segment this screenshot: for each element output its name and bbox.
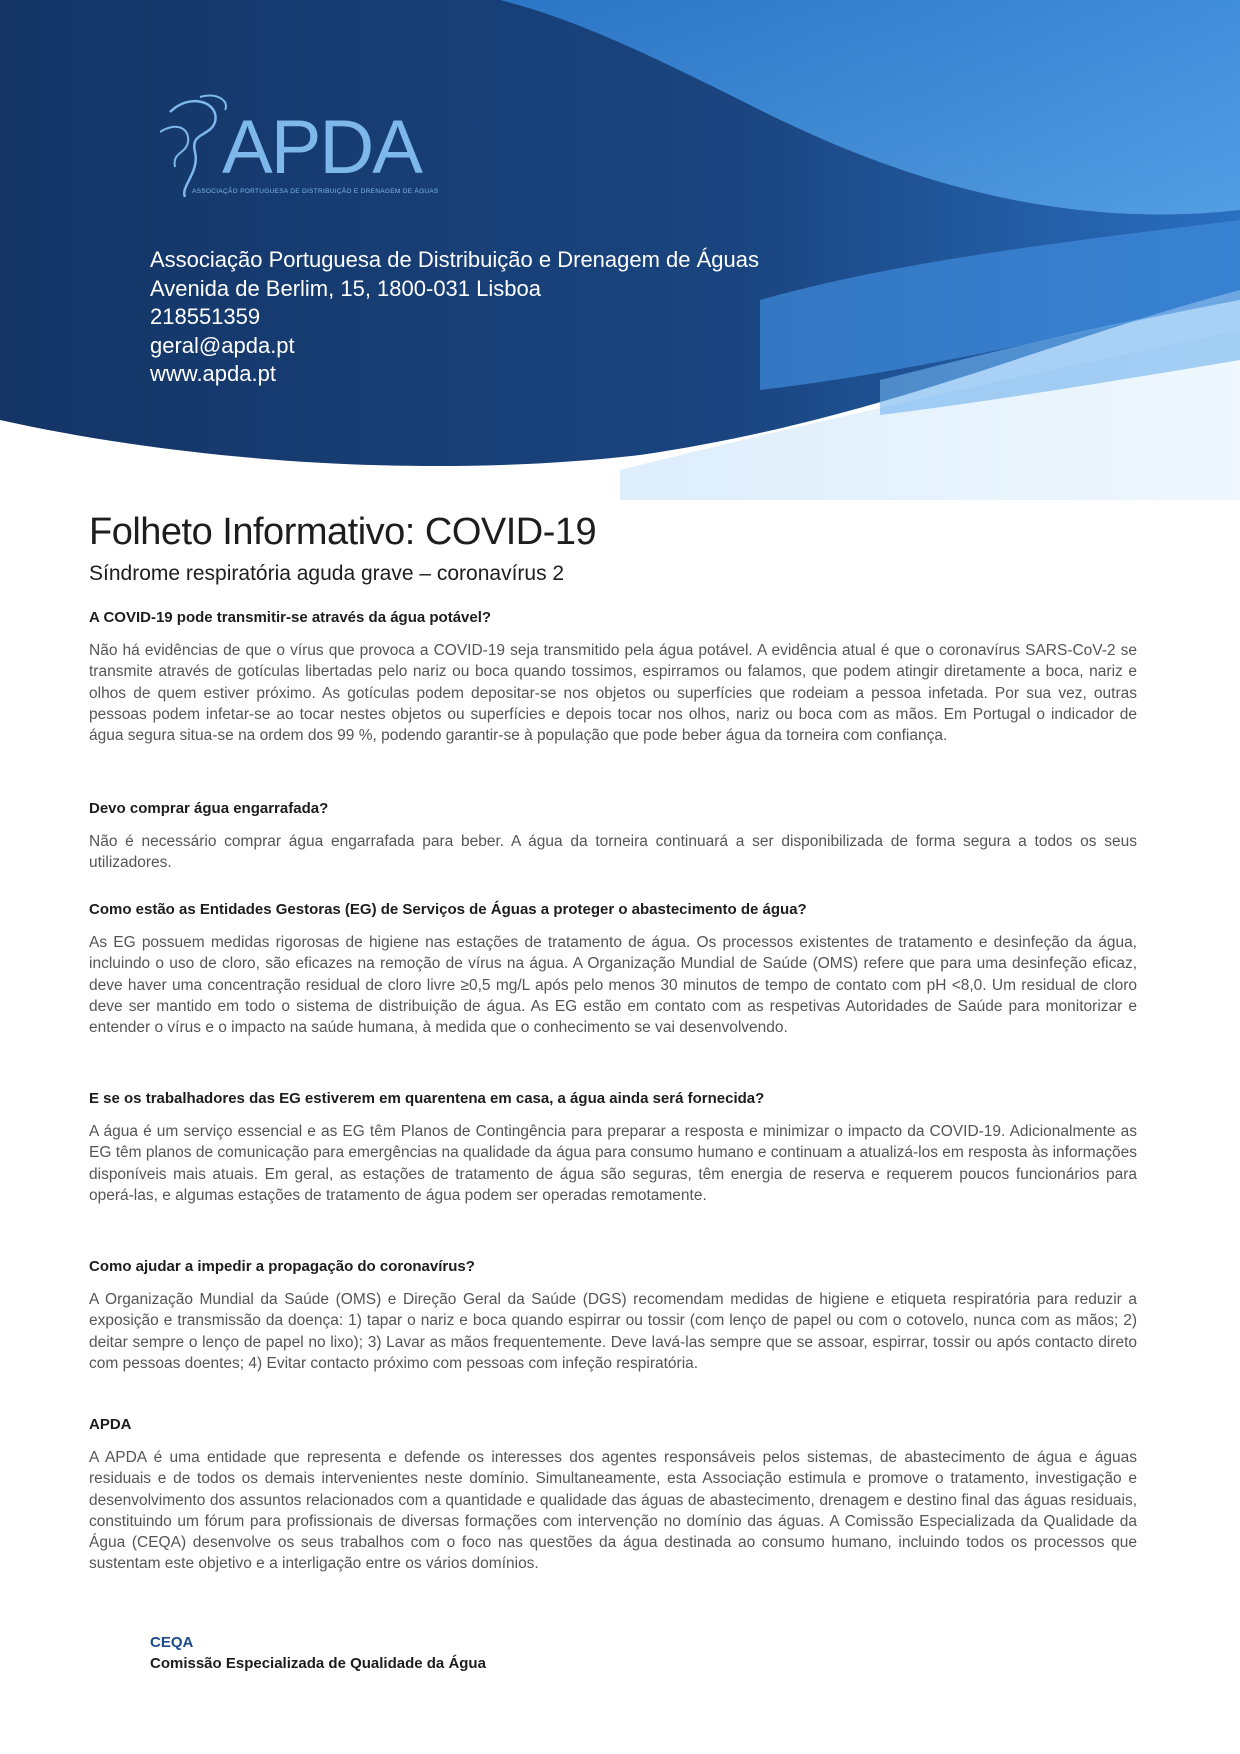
website-link[interactable]: www.apda.pt (150, 361, 276, 386)
section-text: As EG possuem medidas rigorosas de higiene nas estações de tratamento de água. Os processos existentes de tratamento e desinfeção da água, incluindo o uso de cloro, são eficazes na remoção de vírus na água. A Organização Mundial de Saúde (OMS) refere que para uma desinfeção eficaz, deve haver uma concentração residual de cloro livre ≥0,5 mg/L após pelo menos 30 minutos de tempo de contato com pH <8,0. Um residual de cloro deve ser mantido em todo o sistema de distribuição de água. As EG estão em contato com as respetivas Autoridades de Saúde para monitorizar e entender o vírus e o impacto na saúde humana, à medida que o conhecimento se vai desenvolvendo. (89, 934, 1137, 1037)
document-body (89, 508, 1137, 1573)
section-eg-protection (89, 900, 1137, 1038)
section-apda (89, 1415, 1137, 1575)
page-subtitle: Síndrome respiratória aguda grave – coronavírus 2 (89, 562, 565, 585)
section-text: Não é necessário comprar água engarrafada para beber. A água da torneira continuará a ser disponibilizada de forma segura a todos os seus utilizadores. (89, 833, 1137, 872)
organization-name: Associação Portuguesa de Distribuição e Drenagem de Águas (150, 247, 760, 272)
section-heading: Como estão as Entidades Gestoras (EG) de Serviços de Águas a proteger o abastecimento de água? (89, 901, 807, 918)
section-heading: A COVID-19 pode transmitir-se através da água potável? (89, 609, 492, 626)
apda-logo (160, 92, 439, 202)
section-text: A água é um serviço essencial e as EG têm Planos de Contingência para preparar a resposta e minimizar o impacto da COVID-19. Adicionalmente as EG têm planos de comunicação para emergências na qualidade da água para consumo humano e continuam a atualizá-los em resposta às informações disponíveis mais atuais. Em geral, as estações de tratamento de água são seguras, têm energia de reserva e requerem poucos funcionários para operá-las, e algumas estações de tratamento de água podem ser operadas remotamente. (89, 1123, 1137, 1204)
page-title: Folheto Informativo: COVID-19 (89, 511, 597, 553)
section-text: A Organização Mundial da Saúde (OMS) e Direção Geral da Saúde (DGS) recomendam medidas de higiene e etiqueta respiratória para reduzir a exposição e transmissão da doença: 1) tapar o nariz e boca quando espirrar ou tossir (com lenço de papel ou com o cotovelo, nunca com as mãos; 2) deitar sempre o lenço de papel no lixo); 3) Lavar as mãos frequentemente. Deve lavá-las sempre que se assoar, espirrar, tossir ou após contacto direto com pessoas doentes; 4) Evitar contacto próximo com pessoas com infeção respiratória. (89, 1291, 1137, 1372)
section-heading: Como ajudar a impedir a propagação do coronavírus? (89, 1258, 475, 1275)
section-text: Não há evidências de que o vírus que provoca a COVID-19 seja transmitido pela água potável. A evidência atual é que o coronavírus SARS-CoV-2 se transmite através de gotículas libertadas pelo nariz ou boca quando tossimos, espirramos ou falamos, que podem atingir diretamente a boca, nariz e olhos de quem estiver próximo. As gotículas podem depositar-se nos objetos ou superfícies que rodeiam a pessoa infetada. Por sua vez, outras pessoas podem infetar-se ao tocar nestes objetos ou superfícies e depois tocar nos olhos, nariz ou boca com as mãos. Em Portugal o indicador de água segura situa-se na ordem dos 99 %, podendo garantir-se à população que pode beber água da torneira com confiança. (89, 642, 1137, 745)
section-bottled-water (89, 799, 1137, 874)
footer-signature (150, 1632, 486, 1674)
section-water-transmission (89, 608, 1137, 746)
section-prevention (89, 1257, 1137, 1374)
phone: 218551359 (150, 304, 261, 329)
section-quarantine (89, 1089, 1137, 1206)
section-text: A APDA é uma entidade que representa e defende os interesses dos agentes responsáveis pelos sistemas, de abastecimento de água e águas residuais e de todos os demais intervenientes neste domínio. Simultaneamente, esta Associação estimula e promove o tratamento, investigação e desenvolvimento dos assuntos relacionados com a quantidade e qualidade das águas de abastecimento, drenagem e destino final das águas residuais, constituindo um fórum para profissionais de diversas formações com intervenção no domínio das águas. A Comissão Especializada da Qualidade da Água (CEQA) desenvolve os seus trabalhos com o foco nas questões da água destinada ao consumo humano, incluindo todos os processos que sustentam este objetivo e a interligação entre os vários domínios. (89, 1449, 1137, 1573)
section-heading: APDA (89, 1416, 132, 1433)
footer-full-name: Comissão Especializada de Qualidade da Água (150, 1655, 486, 1672)
section-heading: Devo comprar água engarrafada? (89, 800, 329, 817)
logo-subtitle: ASSOCIAÇÃO PORTUGUESA DE DISTRIBUIÇÃO E DRENAGEM DE ÁGUAS (192, 188, 439, 195)
contact-block (150, 246, 759, 389)
butterfly-wave-icon (160, 92, 230, 202)
footer-acronym: CEQA (150, 1634, 194, 1651)
section-heading: E se os trabalhadores das EG estiverem em quarentena em casa, a água ainda será fornecida? (89, 1090, 765, 1107)
logo-wordmark: APDA (222, 105, 421, 190)
email-link[interactable]: geral@apda.pt (150, 332, 295, 358)
address: Avenida de Berlim, 15, 1800-031 Lisboa (150, 275, 541, 301)
